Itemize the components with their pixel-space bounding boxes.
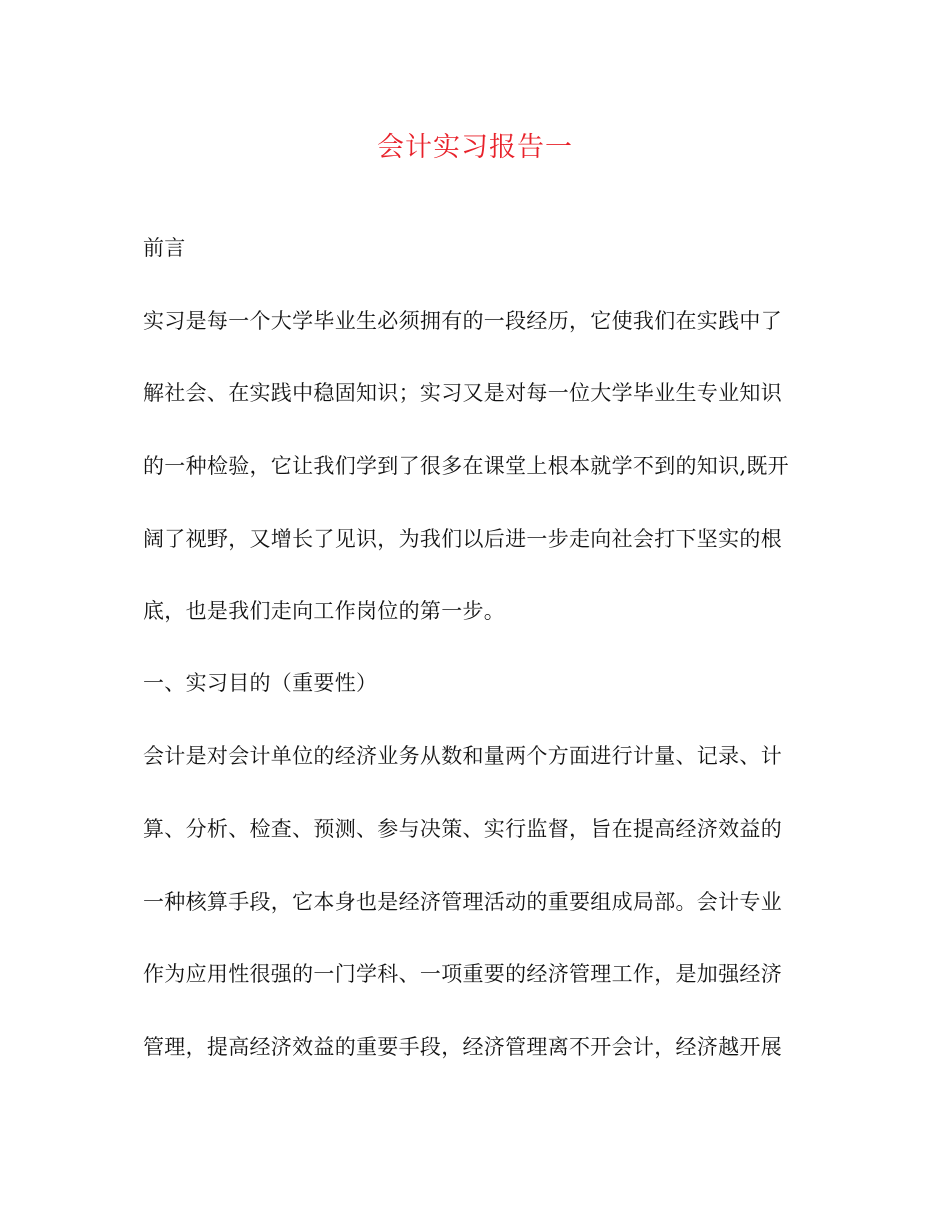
section1-line: 会计是对会计单位的经济业务从数和量两个方面进行计量、记录、计 <box>143 744 782 768</box>
preface-line: 实习是每一个大学毕业生必须拥有的一段经历，它使我们在实践中了 <box>143 309 782 333</box>
preface-line: 底，也是我们走向工作岗位的第一步。 <box>143 599 506 623</box>
preface-line: 的一种检验，它让我们学到了很多在课堂上根本就学不到的知识,既开 <box>143 454 789 478</box>
preface-heading: 前言 <box>143 236 186 260</box>
preface-line: 阔了视野，又增长了见识，为我们以后进一步走向社会打下坚实的根 <box>143 527 782 551</box>
section1-line: 管理，提高经济效益的重要手段，经济管理离不开会计，经济越开展 <box>143 1035 782 1059</box>
preface-line: 解社会、在实践中稳固知识；实习又是对每一位大学毕业生专业知识 <box>143 381 782 405</box>
document-title: 会计实习报告一 <box>377 132 573 163</box>
section1-line: 作为应用性很强的一门学科、一项重要的经济管理工作，是加强经济 <box>143 962 782 986</box>
section1-line: 算、分析、检查、预测、参与决策、实行监督，旨在提高经济效益的 <box>143 817 782 841</box>
section1-line: 一种核算手段，它本身也是经济管理活动的重要组成局部。会计专业 <box>143 890 782 914</box>
section1-heading: 一、实习目的（重要性） <box>143 671 378 695</box>
